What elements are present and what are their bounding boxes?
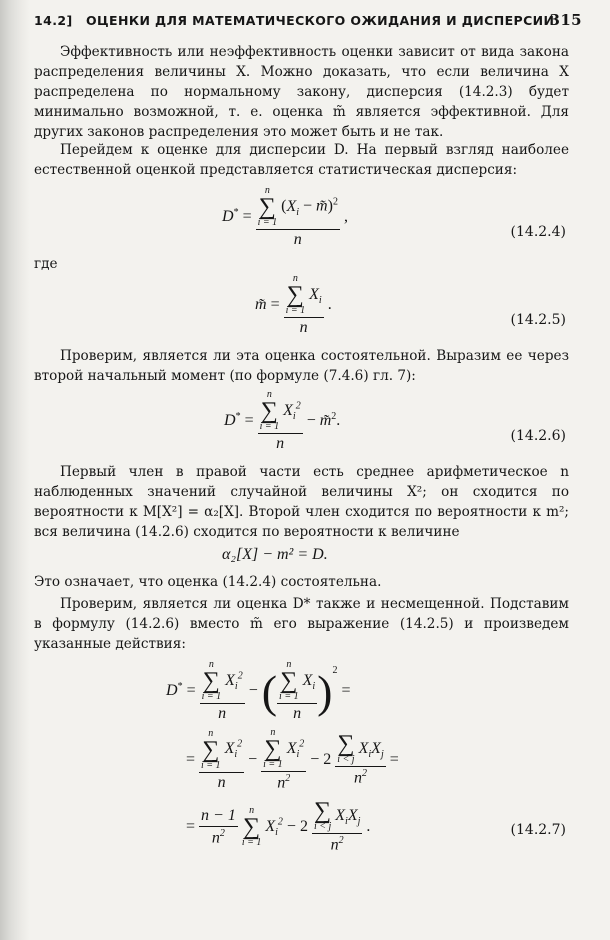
where-word: где bbox=[34, 256, 58, 272]
paragraph-consistency: Проверим, является ли эта оценка состоятельной. Выразим ее через второй начальный момент (по формуле (7.4.6) гл. 7): bbox=[34, 348, 569, 384]
page-number: 315 bbox=[549, 11, 582, 29]
paragraph-first-term: Первый член в правой части есть среднее арифметическое n наблюденных значений случайной величины X²; он сходится по вероятности к M[X²] = α₂[X]. Второй член сходится по вероятности к m²; вся величина (14.2.6) сходится по вероятности к величине bbox=[34, 464, 569, 540]
equation-14-2-4: D* = n ∑ i = 1 ($X_i$ − m̃)$^2$ n , bbox=[222, 185, 348, 248]
section-number: 14.2] bbox=[34, 13, 73, 28]
equation-14-2-7-line-2: = n ∑ i = 1 $X_i^2$ n − n ∑ i = 1 $X_i^2$ $n^2$ − 2 ∑ i < j $X_iX_j$ $n^2$ = bbox=[186, 727, 399, 792]
equation-label-14-2-5: (14.2.5) bbox=[510, 312, 566, 328]
equation-label-14-2-7: (14.2.7) bbox=[510, 822, 566, 838]
running-title: ОЦЕНКИ ДЛЯ МАТЕМАТИЧЕСКОГО ОЖИДАНИЯ И ДИСПЕРСИИ bbox=[86, 13, 555, 28]
equation-14-2-5: m̃ = n ∑ i = 1 $X_i$ n . bbox=[255, 273, 332, 336]
equation-14-2-7-line-1: D* = n ∑ i = 1 $X_i^2$ n − ( n ∑ i = 1 $X_i$ n )$^2$ = bbox=[166, 659, 351, 722]
paragraph-variance-intro: Перейдем к оценке для дисперсии D. На первый взгляд наиболее естественной оценкой представляется статистическая дисперсия: bbox=[34, 142, 569, 178]
paragraph-efficiency: Эффективность или неэффективность оценки зависит от вида закона распределения величины X. Можно доказать, что если величина X распределена по нормальному закону, дисперсия (14.2.3) будет минимально возможной, т. е. оценка m̃ является эффективной. Для других законов распределения это может быть и не так. bbox=[34, 44, 569, 140]
equation-14-2-6: D* = n ∑ i = 1 $X_i^2$ n − m̃$^2$. bbox=[224, 389, 341, 452]
equation-convergence: α₂[X] − m² = D. bbox=[222, 546, 328, 563]
running-header bbox=[34, 13, 582, 35]
paragraph-unbiased: Проверим, является ли оценка D* также и несмещенной. Подставим в формулу (14.2.6) вместо m̃ его выражение (14.2.5) и произведем указанные действия: bbox=[34, 596, 569, 652]
paragraph-consistent: Это означает, что оценка (14.2.4) состоятельна. bbox=[34, 574, 382, 590]
equation-14-2-7-line-3: = $\frac{n - 1}{n^2}$ n ∑ i = 1 $X_i^2 - 2$ ∑ i < j $X_iX_j$ $n^2$ . bbox=[186, 798, 371, 854]
book-spine-shadow bbox=[0, 0, 30, 940]
equation-label-14-2-4: (14.2.4) bbox=[510, 224, 566, 240]
equation-label-14-2-6: (14.2.6) bbox=[510, 428, 566, 444]
